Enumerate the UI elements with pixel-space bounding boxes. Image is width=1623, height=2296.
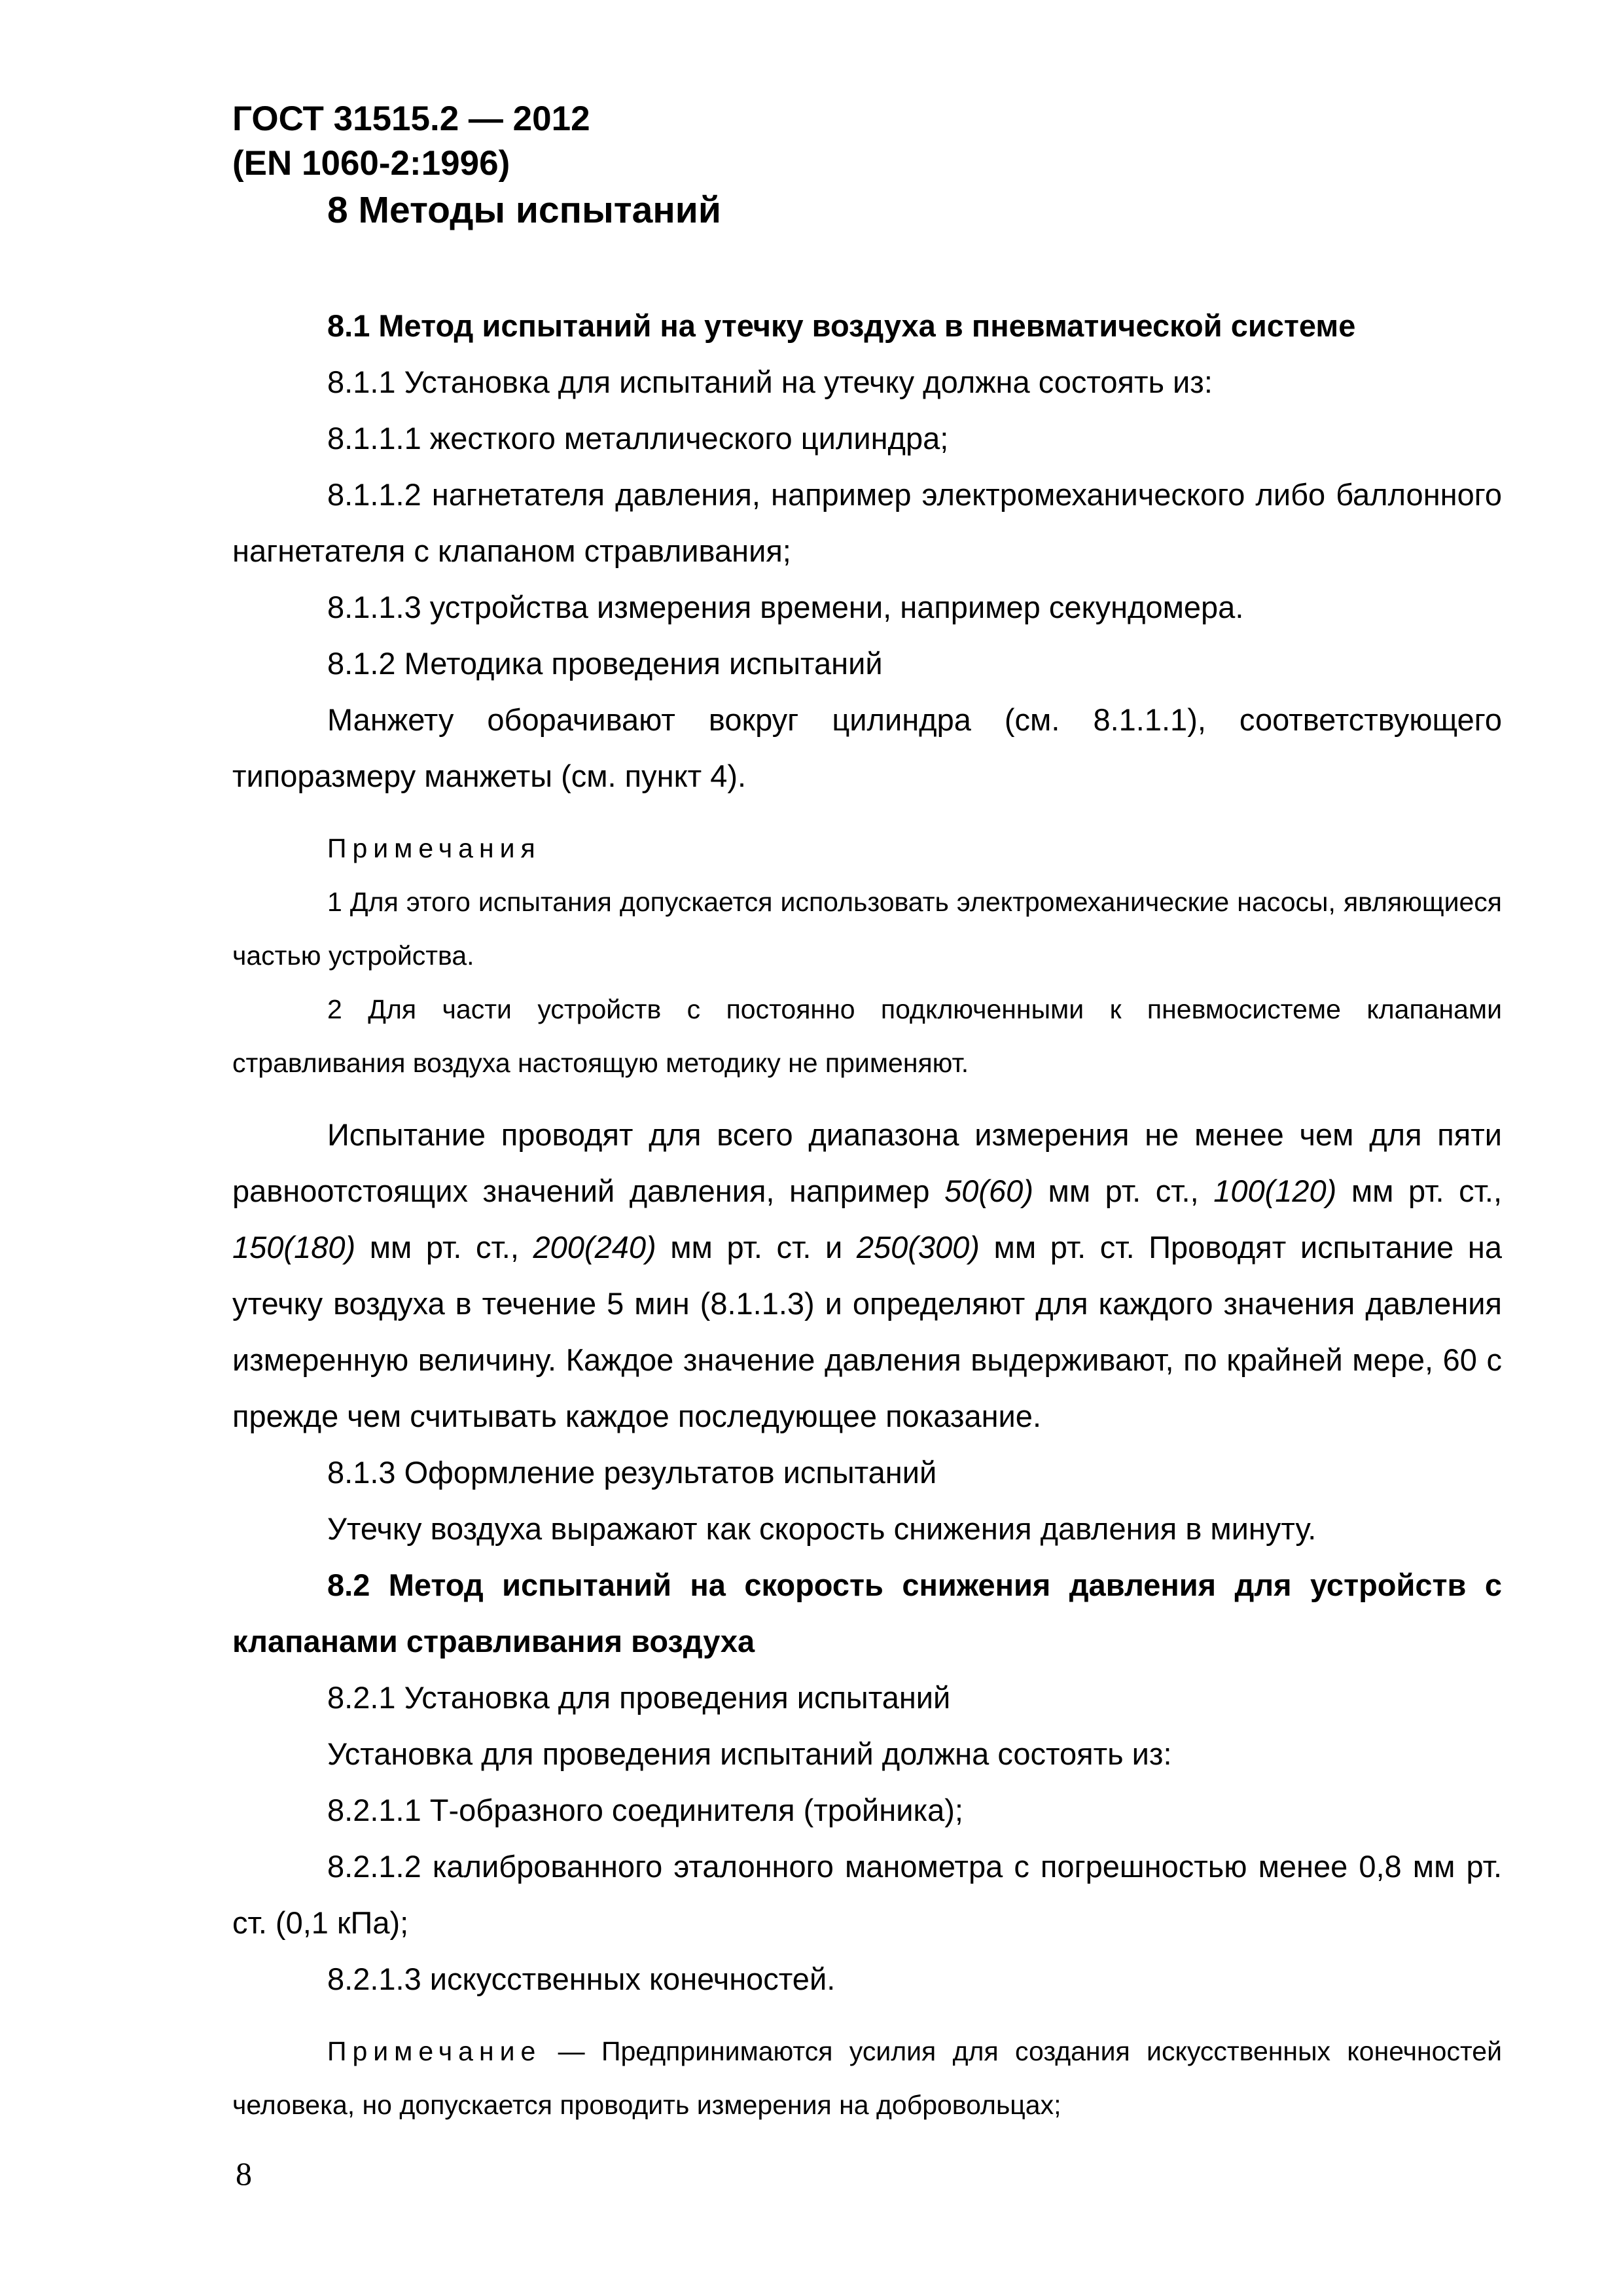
page-number: 8 bbox=[236, 2155, 252, 2192]
note-text: — Предпринимаются усилия для создания искусственных конечностей человека, но допускается проводить измерения на добровольцах; bbox=[232, 2036, 1502, 2120]
section-title: 8 Методы испытаний bbox=[327, 189, 721, 231]
paragraph-8-1-1-2: 8.1.1.2 нагнетателя давления, например электромеханического либо баллонного нагнетателя с клапаном стравливания; bbox=[232, 477, 1502, 568]
paragraph-8-2-1-1: 8.2.1.1 Т-образного соединителя (тройника); bbox=[327, 1793, 963, 1827]
paragraph-8-2-1-3: 8.2.1.3 искусственных конечностей. bbox=[327, 1962, 836, 1996]
note-1: 1 Для этого испытания допускается использовать электромеханические насосы, являющиеся частью устройства. bbox=[232, 887, 1502, 971]
pressure-value: 150(180) bbox=[232, 1230, 356, 1265]
note-label: Примечание bbox=[327, 2036, 542, 2066]
paragraph-8-2-1-text: Установка для проведения испытаний должна состоять из: bbox=[327, 1736, 1172, 1771]
paragraph-8-1-1-3: 8.1.1.3 устройства измерения времени, например секундомера. bbox=[327, 590, 1244, 624]
note-8-2 bbox=[232, 2024, 1502, 2132]
note-2: 2 Для части устройств с постоянно подключенными к пневмосистеме клапанами стравливания воздуха настоящую методику не применяют. bbox=[232, 994, 1502, 1078]
document-body bbox=[232, 298, 1502, 2132]
notes-title: Примечания bbox=[327, 833, 541, 863]
paragraph-8-1-1: 8.1.1 Установка для испытаний на утечку должна состоять из: bbox=[327, 365, 1213, 399]
paragraph-8-2-1-2: 8.2.1.2 калиброванного эталонного манометра с погрешностью менее 0,8 мм рт. ст. (0,1 кПа); bbox=[232, 1849, 1502, 1940]
paragraph-8-2-1: 8.2.1 Установка для проведения испытаний bbox=[327, 1680, 951, 1715]
pressure-value: 200(240) bbox=[533, 1230, 656, 1265]
test-procedure-paragraph: Испытание проводят для всего диапазона измерения не менее чем для пяти равноотстоящих значений давления, например 50(60) мм рт. ст., 100(120) мм рт. ст., 150(180) мм рт. ст., 200(240) мм рт. ст. и 250(300) мм рт. ст. Проводят испытание на утечку воздуха в течение 5 мин (8.1.1.3) и определяют для каждого значения давления измеренную величину. Каждое значение давления выдерживают, по крайней мере, 60 с прежде чем считывать каждое последующее показание. bbox=[232, 1117, 1503, 1433]
pressure-value: 100(120) bbox=[1213, 1174, 1337, 1208]
paragraph-8-1-2: 8.1.2 Методика проведения испытаний bbox=[327, 646, 883, 681]
subsection-8-2-title: 8.2 Метод испытаний на скорость снижения давления для устройств с клапанами стравливания воздуха bbox=[232, 1568, 1502, 1659]
paragraph-8-1-3-text: Утечку воздуха выражают как скорость снижения давления в минуту. bbox=[327, 1511, 1317, 1546]
pressure-value: 250(300) bbox=[856, 1230, 980, 1265]
paragraph-8-1-3: 8.1.3 Оформление результатов испытаний bbox=[327, 1455, 937, 1490]
subsection-8-1-title: 8.1 Метод испытаний на утечку воздуха в пневматической системе bbox=[327, 308, 1356, 343]
standard-number: ГОСТ 31515.2 — 2012 bbox=[232, 99, 590, 138]
standard-equivalent: (EN 1060-2:1996) bbox=[232, 144, 510, 183]
paragraph-8-1-1-1: 8.1.1.1 жесткого металлического цилиндра; bbox=[327, 421, 949, 456]
paragraph-8-1-2-text: Манжету оборачивают вокруг цилиндра (см. 8.1.1.1), соответствующего типоразмеру манжеты (см. пункт 4). bbox=[232, 702, 1502, 793]
pressure-value: 50(60) bbox=[944, 1174, 1033, 1208]
